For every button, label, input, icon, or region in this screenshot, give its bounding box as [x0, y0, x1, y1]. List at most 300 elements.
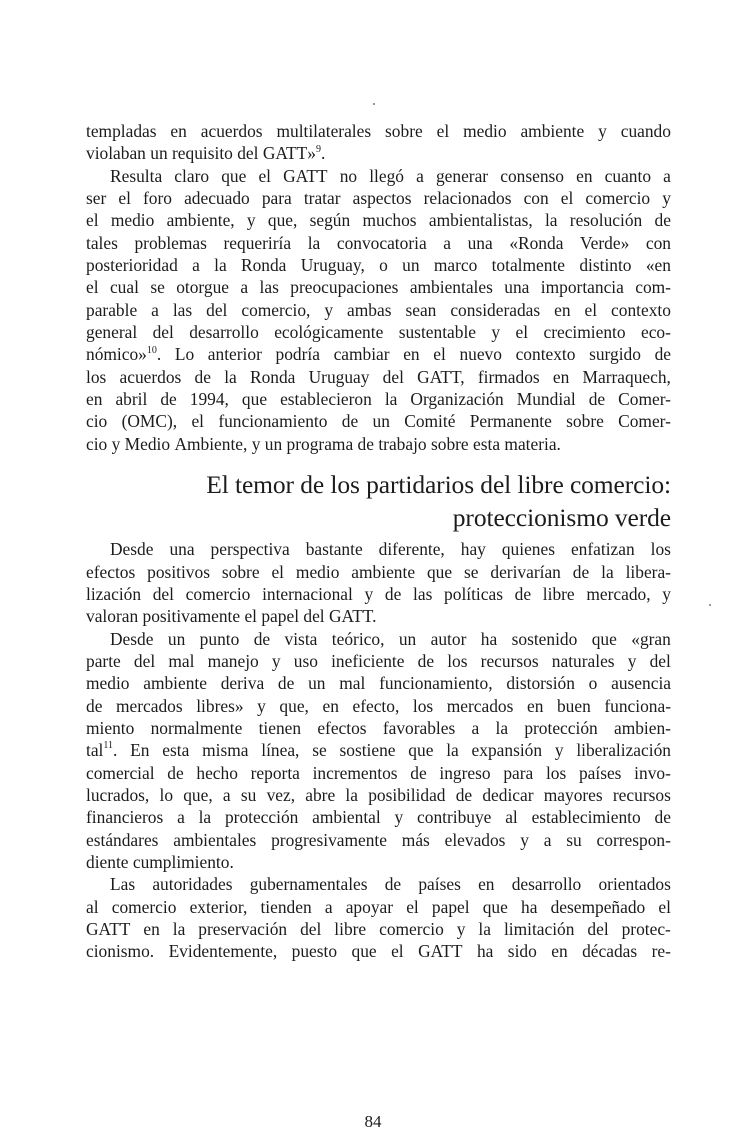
- paragraph-block-top: [86, 120, 671, 455]
- word: cio: [86, 433, 108, 454]
- word: a: [416, 165, 424, 186]
- word: sostiene: [339, 740, 396, 761]
- word: los: [650, 539, 671, 560]
- word: establecieron: [280, 389, 372, 410]
- word: GATT,: [417, 366, 465, 387]
- word: llegó: [369, 165, 404, 186]
- text-line: [86, 187, 671, 209]
- word: crecimiento: [543, 322, 626, 343]
- word: los: [412, 695, 434, 716]
- word: en: [322, 695, 339, 716]
- word: a: [151, 299, 159, 320]
- word: que,: [267, 210, 298, 231]
- word: que: [426, 561, 453, 582]
- word: un: [167, 628, 186, 649]
- text-line: [86, 299, 671, 321]
- word: un: [372, 411, 390, 432]
- word: y: [520, 829, 529, 850]
- word: punto: [199, 628, 240, 649]
- word: el: [658, 896, 671, 917]
- word: Ronda: [249, 366, 296, 387]
- word: com-: [635, 277, 671, 298]
- word: positivamente: [142, 606, 241, 627]
- word: y: [662, 583, 671, 604]
- word: progresivamente: [271, 829, 387, 850]
- word: correspon-: [596, 829, 671, 850]
- word: lo: [159, 784, 174, 805]
- word: o: [379, 255, 388, 276]
- word: positivos: [147, 561, 210, 582]
- word: otorgue: [176, 277, 230, 298]
- word: del: [649, 650, 671, 671]
- word: abril: [115, 389, 148, 410]
- word: preocupaciones: [290, 277, 399, 298]
- word: ingreso: [439, 762, 491, 783]
- word: exterior,: [189, 896, 248, 917]
- word: que: [591, 628, 617, 649]
- word: convocatoria: [336, 232, 427, 253]
- word: mal: [168, 650, 195, 671]
- text-line: [86, 762, 671, 784]
- word: buen: [556, 695, 591, 716]
- word: de: [654, 807, 671, 828]
- text-line: [86, 388, 671, 410]
- word: libre: [334, 919, 367, 939]
- word: naturales: [551, 650, 615, 671]
- word: miento: [86, 717, 135, 738]
- word: generar: [435, 165, 489, 186]
- word: en: [554, 299, 571, 320]
- word: desarrollo: [189, 322, 259, 343]
- word: vista: [284, 628, 318, 649]
- word: sobre: [221, 561, 260, 582]
- word: ambiente: [520, 121, 585, 141]
- word: el: [391, 941, 404, 962]
- word: «gran: [631, 628, 671, 649]
- word: cionismo.: [86, 941, 155, 962]
- word: el: [86, 277, 99, 298]
- word: de: [277, 673, 295, 694]
- word: eco-: [640, 322, 671, 343]
- word: el: [271, 561, 285, 582]
- word: y: [257, 695, 266, 716]
- word: aspectos: [352, 188, 412, 209]
- word: desempeñado: [550, 896, 646, 917]
- word: al: [86, 896, 99, 917]
- word: las: [259, 277, 279, 298]
- word: favorables: [382, 717, 456, 738]
- word: Marraquech,: [582, 366, 671, 387]
- word: de: [654, 344, 671, 365]
- word: GATT: [86, 919, 131, 939]
- word: recursos: [480, 650, 539, 671]
- word: libres»: [196, 695, 244, 716]
- word: y: [324, 299, 334, 320]
- word: y: [251, 433, 261, 454]
- word: foro: [143, 188, 172, 209]
- text-line: [86, 896, 671, 918]
- word: y: [554, 740, 564, 761]
- word: y: [662, 188, 671, 209]
- word: claro: [174, 165, 210, 186]
- word: teórico,: [331, 628, 385, 649]
- word: ha: [480, 628, 498, 649]
- word: contexto: [515, 344, 576, 365]
- word: y: [246, 210, 256, 231]
- word: tratar: [303, 188, 341, 209]
- word: países: [578, 762, 622, 783]
- word: a: [663, 165, 671, 186]
- word: diente: [86, 851, 129, 872]
- word: se: [150, 277, 165, 298]
- word: la: [198, 807, 212, 828]
- word: línea,: [261, 740, 300, 761]
- word: ambiente: [351, 561, 416, 582]
- heading-line-1: El temor de los partidarios del libre comercio:: [206, 470, 671, 500]
- word: Comer-: [618, 389, 671, 410]
- word: cambiar: [333, 344, 390, 365]
- section-heading: [86, 469, 671, 534]
- text-line: [86, 561, 671, 583]
- word: funciona-: [604, 695, 671, 716]
- word: ambien-: [613, 717, 671, 738]
- word: una: [467, 232, 493, 253]
- word: de: [86, 695, 103, 716]
- word: violaban: [86, 143, 146, 164]
- word: anterior: [207, 344, 262, 365]
- word: ambiente,: [166, 210, 235, 231]
- word: Desde: [110, 628, 154, 649]
- word: gubernamentales: [249, 874, 368, 895]
- scan-speck: [373, 103, 375, 105]
- word: del: [152, 583, 174, 604]
- word: protec-: [621, 919, 671, 939]
- word: Mundial: [516, 389, 576, 410]
- word: Medio: [124, 433, 171, 454]
- word: lización: [86, 583, 142, 604]
- word: un: [398, 628, 417, 649]
- text-line: [86, 628, 671, 650]
- word: que: [351, 941, 377, 962]
- word: ambientales: [173, 829, 257, 850]
- text-line: [86, 433, 671, 455]
- word: lucrados,: [86, 784, 150, 805]
- word: relacionados: [423, 188, 512, 209]
- word: protección: [224, 807, 299, 828]
- text-line: [86, 873, 671, 895]
- word: valoran: [86, 606, 139, 627]
- word: la: [478, 919, 491, 939]
- word: uso: [293, 650, 318, 671]
- word: a: [324, 896, 333, 917]
- word: el: [118, 188, 131, 209]
- word: sobre: [385, 121, 423, 141]
- word: los: [545, 762, 567, 783]
- word: distorsión: [506, 673, 575, 694]
- word: la: [307, 232, 321, 253]
- word: y: [394, 807, 404, 828]
- word: Uruguay,: [300, 255, 365, 276]
- word: la: [495, 717, 509, 738]
- word: templadas: [86, 121, 157, 141]
- word: sido: [507, 941, 537, 962]
- word: multilaterales: [276, 121, 372, 141]
- paragraph-block-bottom: [86, 538, 671, 963]
- word: a: [177, 807, 185, 828]
- word: GATT.: [329, 606, 377, 627]
- word: de: [384, 874, 402, 895]
- word: y: [456, 919, 466, 939]
- word: del: [382, 366, 404, 387]
- word: normalmente: [150, 717, 243, 738]
- word: esta: [162, 740, 190, 761]
- word: esta: [473, 433, 501, 454]
- word: un: [402, 255, 420, 276]
- word: marco: [433, 255, 478, 276]
- word: el: [86, 210, 99, 231]
- word: Las: [110, 874, 136, 895]
- word: cio: [86, 411, 108, 432]
- word: tal$^{11}$.: [86, 740, 118, 761]
- text-line: [86, 695, 671, 717]
- footnote-marker: 10: [146, 344, 157, 356]
- word: a: [443, 232, 451, 253]
- word: GATT: [283, 165, 328, 186]
- page-number: 84: [364, 1112, 382, 1131]
- word: mayores: [543, 784, 603, 805]
- word: la: [172, 919, 186, 939]
- word: contexto: [611, 299, 671, 320]
- word: nuevo: [459, 344, 502, 365]
- word: reporta: [250, 762, 300, 783]
- word: tienen: [258, 717, 302, 738]
- word: Uruguay: [308, 366, 370, 387]
- word: la: [345, 784, 358, 805]
- word: y: [271, 650, 281, 671]
- word: de: [417, 650, 435, 671]
- word: un: [150, 143, 168, 164]
- word: sobre: [430, 433, 469, 454]
- text-line: [86, 851, 671, 873]
- word: ser: [86, 188, 107, 209]
- word: a: [222, 784, 231, 805]
- word: o: [588, 673, 598, 694]
- word: el: [258, 165, 271, 186]
- word: consenso: [500, 165, 564, 186]
- word: manejo: [207, 650, 259, 671]
- text-line: [86, 583, 671, 605]
- word: ha: [476, 941, 494, 962]
- word: del: [237, 143, 259, 164]
- word: cumplimiento.: [132, 851, 234, 872]
- word: mercados: [446, 695, 514, 716]
- word: elevados: [444, 829, 506, 850]
- word: efectos: [86, 561, 136, 582]
- word: ambiente: [143, 673, 207, 694]
- word: materia.: [504, 433, 561, 454]
- word: para: [261, 188, 292, 209]
- word: en: [143, 919, 160, 939]
- word: surgido: [589, 344, 641, 365]
- word: no: [339, 165, 358, 186]
- word: en: [403, 344, 420, 365]
- text-line: [86, 672, 671, 694]
- word: mercados: [116, 695, 183, 716]
- word: Lo: [174, 344, 195, 365]
- word: de: [455, 784, 473, 805]
- word: misma: [202, 740, 249, 761]
- word: medio: [110, 210, 155, 231]
- word: parable: [86, 299, 138, 320]
- word: acuerdos: [200, 121, 263, 141]
- word: muchos: [362, 210, 417, 231]
- word: resolución: [569, 210, 643, 231]
- word: medio: [295, 561, 340, 582]
- word: Ambiente,: [174, 433, 248, 454]
- word: que: [241, 389, 268, 410]
- word: tienden: [260, 896, 312, 917]
- word: de: [357, 433, 374, 454]
- word: a: [471, 717, 480, 738]
- word: «Ronda: [509, 232, 564, 253]
- word: Resulta: [110, 165, 163, 186]
- word: la: [544, 210, 558, 231]
- text-line: [86, 650, 671, 672]
- word: libera-: [625, 561, 671, 582]
- word: dedicar: [482, 784, 534, 805]
- word: comercio: [185, 583, 251, 604]
- text-line: [86, 918, 671, 940]
- word: que,: [279, 695, 309, 716]
- word: y: [627, 650, 637, 671]
- word: para: [503, 762, 534, 783]
- word: y: [111, 433, 121, 454]
- word: distinto: [579, 255, 632, 276]
- word: ha: [521, 896, 538, 917]
- text-line: [86, 940, 671, 962]
- text-line: [86, 343, 671, 365]
- word: posterioridad: [86, 255, 178, 276]
- word: según: [309, 210, 351, 231]
- text-line: [86, 410, 671, 432]
- word: del: [300, 919, 322, 939]
- word: limitación: [503, 919, 575, 939]
- word: acuerdos: [119, 366, 182, 387]
- word: y: [598, 121, 607, 141]
- text-line: [86, 784, 671, 806]
- word: en: [526, 695, 544, 716]
- text-line: [86, 209, 671, 231]
- word: 1994,: [189, 389, 229, 410]
- word: cuando: [620, 121, 671, 141]
- word: y: [491, 322, 501, 343]
- word: de: [588, 389, 606, 410]
- word: mercado,: [586, 583, 651, 604]
- word: el: [244, 606, 257, 627]
- word: Comité: [404, 411, 456, 432]
- word: a: [543, 829, 552, 850]
- word: el: [406, 896, 419, 917]
- word: estándares: [86, 829, 159, 850]
- word: la: [446, 740, 459, 761]
- word: derivarían: [490, 561, 561, 582]
- word: hecho: [196, 762, 238, 783]
- word: a: [192, 255, 200, 276]
- word: ambientalistas,: [428, 210, 533, 231]
- word: el: [433, 344, 446, 365]
- word: se: [312, 740, 327, 761]
- word: la: [601, 561, 614, 582]
- word: Ronda: [241, 255, 287, 276]
- word: quienes: [501, 539, 555, 560]
- word: ambas: [347, 299, 392, 320]
- word: los: [86, 366, 107, 387]
- word: adecuado: [184, 188, 250, 209]
- word: expansión: [471, 740, 543, 761]
- word: de: [514, 583, 532, 604]
- word: comercial: [86, 762, 155, 783]
- word: a: [240, 277, 249, 298]
- text-line: [86, 806, 671, 828]
- word: podría: [275, 344, 320, 365]
- text-line: [86, 538, 671, 560]
- word: problemas: [134, 232, 207, 253]
- text-line: [86, 276, 671, 298]
- word: el: [584, 299, 598, 320]
- word: contribuye: [417, 807, 492, 828]
- word: Organización: [410, 389, 504, 410]
- text-line: [86, 232, 671, 254]
- word: mal: [339, 673, 366, 694]
- word: invo-: [634, 762, 671, 783]
- word: financieros: [86, 807, 164, 828]
- word: sobre: [566, 411, 604, 432]
- word: Desde: [110, 539, 154, 560]
- word: cuanto: [604, 165, 652, 186]
- word: desarrollo: [511, 874, 582, 895]
- word: sustentable: [398, 322, 476, 343]
- word: hay: [460, 539, 486, 560]
- word: programa: [286, 433, 354, 454]
- word: ambientales: [409, 277, 493, 298]
- word: preservación: [198, 919, 288, 939]
- word: el: [560, 188, 574, 209]
- word: totalmente: [491, 255, 565, 276]
- footnote-marker: 9: [315, 143, 321, 155]
- word: parte: [86, 650, 121, 671]
- word: su: [566, 829, 582, 850]
- word: se: [463, 561, 479, 582]
- word: GATT: [418, 941, 463, 962]
- word: de: [572, 561, 590, 582]
- word: del: [587, 919, 609, 939]
- word: el: [515, 322, 529, 343]
- word: el: [191, 411, 204, 432]
- word: de: [253, 628, 271, 649]
- word: del: [303, 606, 325, 627]
- word: (OMC),: [121, 411, 178, 432]
- word: tales: [86, 232, 118, 253]
- word: ineficiente: [331, 650, 405, 671]
- word: la: [384, 389, 398, 410]
- word: Verde»: [580, 232, 630, 253]
- scan-speck: [709, 604, 711, 606]
- heading-line-2: proteccionismo verde: [452, 502, 671, 532]
- word: de: [341, 411, 359, 432]
- word: sean: [405, 299, 437, 320]
- text-line: [86, 254, 671, 276]
- word: comercio: [585, 188, 651, 209]
